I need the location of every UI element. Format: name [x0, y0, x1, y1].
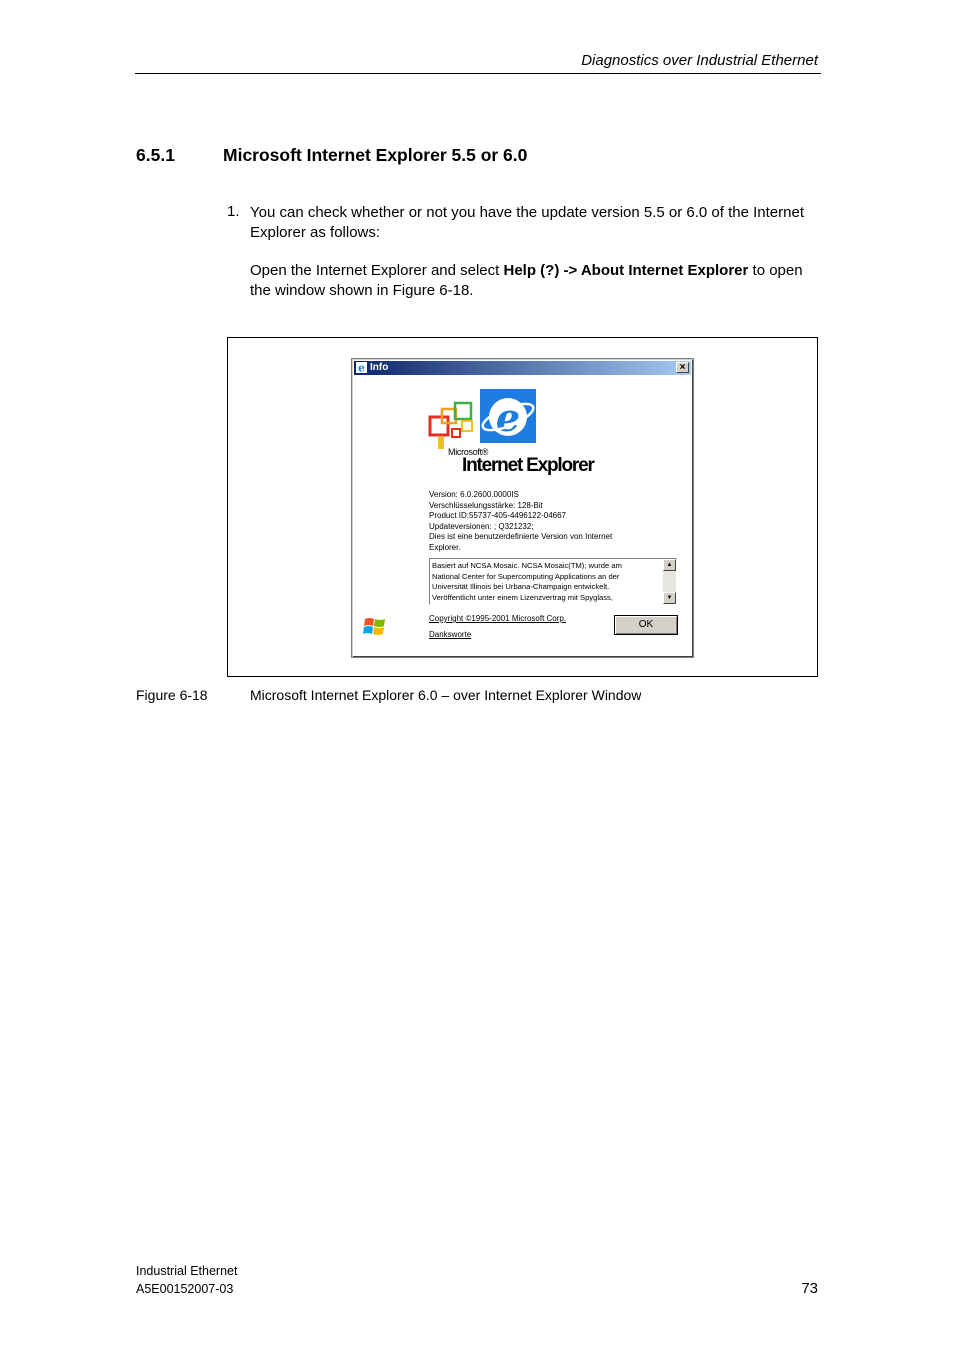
section-number: 6.5.1	[136, 145, 175, 165]
step-number: 1.	[227, 203, 240, 220]
section-title: Microsoft Internet Explorer 5.5 or 6.0	[223, 145, 528, 165]
info-line: Updateversionen: ; Q321232;	[429, 521, 534, 531]
instruction-before: Open the Internet Explorer and select	[250, 262, 504, 279]
info-line: Verschlüsselungsstärke: 128-Bit	[429, 500, 543, 510]
ie-small-icon	[356, 362, 367, 373]
credits-scrollbar[interactable]	[663, 559, 676, 604]
credits-text	[432, 561, 660, 603]
figure-label: Figure 6-18	[136, 687, 208, 703]
credits-line: Universität Illinois bei Urbana-Champaign entwickelt.	[432, 582, 610, 592]
credits-line: Veröffentlicht unter einem Lizenzvertrag mit Spyglass,	[432, 592, 613, 602]
close-button[interactable]: ×	[676, 362, 689, 373]
figure-caption: Microsoft Internet Explorer 6.0 – over Internet Explorer Window	[250, 687, 642, 703]
ok-button[interactable]: OK	[614, 615, 678, 635]
about-dialog	[351, 358, 694, 658]
page-number: 73	[801, 1280, 818, 1297]
info-line: Dies ist eine benutzerdefinierte Version von Internet	[429, 532, 613, 542]
brand-microsoft: Microsoft®	[448, 447, 489, 457]
header-rule	[135, 73, 821, 74]
step-text: You can check whether or not you have the update version 5.5 or 6.0 of the Internet Explorer as follows:	[250, 204, 804, 241]
chapter-title: Diagnostics over Industrial Ethernet	[581, 52, 818, 69]
dialog-titlebar[interactable]	[354, 361, 691, 375]
dialog-title: Info	[370, 362, 389, 373]
scroll-down-icon[interactable]: ▼	[663, 592, 676, 604]
svg-text:e: e	[358, 362, 365, 373]
footer-product: Industrial Ethernet	[136, 1264, 238, 1278]
copyright-link[interactable]: Copyright ©1995-2001 Microsoft Corp.	[429, 614, 567, 623]
info-line: Explorer.	[429, 542, 461, 552]
acknowledgements-link[interactable]: Danksworte	[429, 630, 472, 639]
footer-doc-id: A5E00152007-03	[136, 1282, 234, 1296]
instruction-after: to open the window shown in Figure 6-18.	[250, 262, 803, 299]
svg-text:e: e	[495, 395, 521, 440]
brand-internet-explorer: Internet Explorer	[462, 455, 594, 476]
figure-frame	[227, 337, 818, 677]
version-info	[429, 490, 669, 554]
credits-line: National Center for Supercomputing Applications an der	[432, 571, 620, 581]
credits-textbox[interactable]	[429, 558, 677, 605]
windows-flag-icon	[362, 614, 388, 640]
info-line: Version: 6.0.2600.0000IS	[429, 490, 519, 499]
scroll-up-icon[interactable]: ▲	[663, 559, 676, 571]
info-line: Product ID:55737-405-4496122-04667	[429, 511, 566, 521]
step-instruction	[250, 261, 815, 301]
credits-line: Basiert auf NCSA Mosaic. NCSA Mosaic(TM); wurde am	[432, 561, 622, 570]
instruction-menu-path: Help (?) -> About Internet Explorer	[503, 262, 749, 279]
